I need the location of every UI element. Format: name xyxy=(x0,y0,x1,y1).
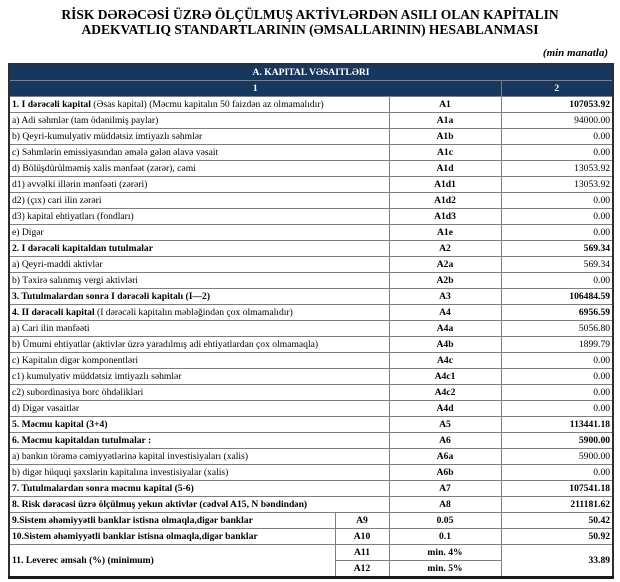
row-label-bold: 1. I dərəcəli kapital xyxy=(12,99,91,110)
row-code: A2b xyxy=(389,273,501,289)
table-row xyxy=(9,433,613,449)
row-label xyxy=(9,177,389,193)
row-label-bold: 3. Tutulmalardan sonra I dərəcəli kapitalı (I—2) xyxy=(12,291,211,302)
table-row xyxy=(9,481,613,497)
table-row xyxy=(9,353,613,369)
row-label-text: c2) subordinasiya borc öhdəlikləri xyxy=(12,387,144,398)
capital-table xyxy=(8,63,614,579)
row-code: A4b xyxy=(389,337,501,353)
row-code: A1d xyxy=(389,161,501,177)
row-value: 0.00 xyxy=(501,385,613,401)
row-value: 1899.79 xyxy=(501,337,613,353)
row-label-text: c) Səhmlərin emissiyasından əmələ gələn əlavə vəsait xyxy=(12,147,219,158)
row-value: 0.00 xyxy=(501,401,613,417)
row-label xyxy=(9,97,389,113)
row-label xyxy=(9,369,389,385)
page-title-line1: RİSK DƏRƏCƏSİ ÜZRƏ ÖLÇÜLMUŞ AKTİVLƏRDƏN ASILI OLAN KAPİTALIN xyxy=(61,7,559,22)
page-title xyxy=(10,7,610,37)
row-code: A4 xyxy=(389,305,501,321)
row-label xyxy=(9,465,389,481)
row-code: A1d1 xyxy=(389,177,501,193)
row-value: 0.00 xyxy=(501,465,613,481)
row-code: A12 xyxy=(335,561,389,578)
row-code: A11 xyxy=(335,545,389,561)
row-label-text: a) Qeyri-maddi aktivlər xyxy=(12,259,103,270)
row-label-text: d3) kapital ehtiyatları (fondları) xyxy=(12,211,134,222)
row-ratio: min. 4% xyxy=(389,545,501,561)
row-value: 13053.92 xyxy=(501,177,613,193)
row-label xyxy=(9,321,389,337)
row-code: A1d2 xyxy=(389,193,501,209)
row-label xyxy=(9,417,389,433)
row-label xyxy=(9,401,389,417)
row-value: 0.00 xyxy=(501,273,613,289)
row-label: 11. Leverec əmsalı (%) (minimum) xyxy=(9,545,335,578)
table-row xyxy=(9,465,613,481)
row-ratio: min. 5% xyxy=(389,561,501,578)
table-row xyxy=(9,177,613,193)
row-label-bold: 7. Tutulmalardan sonra məcmu kapital (5-6) xyxy=(12,483,194,494)
leverage-row xyxy=(9,545,613,561)
table-row xyxy=(9,497,613,513)
row-label xyxy=(9,385,389,401)
table-row xyxy=(9,337,613,353)
table-row xyxy=(9,401,613,417)
row-code: A1 xyxy=(389,97,501,113)
table-row xyxy=(9,449,613,465)
row-label-bold: 8. Risk dərəcəsi üzrə ölçülmuş yekun aktivlər (cədvəl A15, N bəndindən) xyxy=(12,499,308,510)
row-label xyxy=(9,145,389,161)
row-code: A10 xyxy=(335,529,389,545)
row-value: 113441.18 xyxy=(501,417,613,433)
row-code: A7 xyxy=(389,481,501,497)
table-row xyxy=(9,257,613,273)
col-header-1: 1 xyxy=(9,81,501,97)
table-row xyxy=(9,113,613,129)
row-code: A5 xyxy=(389,417,501,433)
table-row xyxy=(9,209,613,225)
row-label-bold: 2. I dərəcəli kapitaldan tutulmalar xyxy=(12,243,153,254)
row-code: A2a xyxy=(389,257,501,273)
row-label xyxy=(9,241,389,257)
row-label xyxy=(9,497,389,513)
section-header-row xyxy=(9,64,613,81)
row-label xyxy=(9,305,389,321)
column-header-row xyxy=(9,81,613,97)
row-label xyxy=(9,449,389,465)
table-row xyxy=(9,97,613,113)
table-row xyxy=(9,321,613,337)
row-value: 0.00 xyxy=(501,209,613,225)
row-value: 107053.92 xyxy=(501,97,613,113)
row-code: A4c xyxy=(389,353,501,369)
row-value: 107541.18 xyxy=(501,481,613,497)
row-code: A6a xyxy=(389,449,501,465)
row-label-text: c1) kumulyativ müddətsiz imtiyazlı səhmlər xyxy=(12,371,182,382)
row-code: A4c1 xyxy=(389,369,501,385)
table-row xyxy=(9,225,613,241)
row-value: 33.89 xyxy=(501,545,613,578)
row-code: A1c xyxy=(389,145,501,161)
row-code: A1b xyxy=(389,129,501,145)
row-label-text: b) Qeyri-kumulyativ müddətsiz imtiyazlı səhmlər xyxy=(12,131,203,142)
row-code: A8 xyxy=(389,497,501,513)
row-code: A1a xyxy=(389,113,501,129)
row-value: 50.42 xyxy=(501,513,613,529)
row-label-text: a) bankın törəmə cəmiyyətlərinə kapital investisiyaları (xalis) xyxy=(12,451,249,462)
row-label-text: a) Adi səhmlər (tam ödənilmiş paylar) xyxy=(12,115,159,126)
row-label-text: b) digər hüquqi şəxslərin kapitalına investisiyalar (xalis) xyxy=(12,467,229,478)
row-label: 9.Sistem əhəmiyyətli banklar istisna olmaqla,digər banklar xyxy=(9,513,335,529)
row-value: 0.00 xyxy=(501,145,613,161)
row-value: 569.34 xyxy=(501,257,613,273)
table-row xyxy=(9,129,613,145)
row-label-text: d) Digər vəsaitlər xyxy=(12,403,80,414)
row-value: 0.00 xyxy=(501,225,613,241)
row-code: A4c2 xyxy=(389,385,501,401)
row-code: A6b xyxy=(389,465,501,481)
row-label-text: d1) əvvəlki illərin mənfəəti (zərəri) xyxy=(12,179,148,190)
row-label xyxy=(9,257,389,273)
row-label xyxy=(9,225,389,241)
row-label xyxy=(9,433,389,449)
row-label xyxy=(9,353,389,369)
row-value: 94000.00 xyxy=(501,113,613,129)
row-code: A1d3 xyxy=(389,209,501,225)
row-code: A1e xyxy=(389,225,501,241)
table-row xyxy=(9,305,613,321)
row-ratio: 0.05 xyxy=(389,513,501,529)
row-label: 10.Sistem əhəmiyyətli banklar istisna olmaqla,digər banklar xyxy=(9,529,335,545)
row-value: 106484.59 xyxy=(501,289,613,305)
row-label xyxy=(9,273,389,289)
row-label xyxy=(9,161,389,177)
row-label-text: d2) (çıx) cari ilin zərəri xyxy=(12,195,102,206)
row-value: 0.00 xyxy=(501,129,613,145)
row-label-text: e) Digər xyxy=(12,227,44,238)
row-code: A6 xyxy=(389,433,501,449)
row-label-text: a) Cari ilin mənfəəti xyxy=(12,323,90,334)
row-label-text: d) Bölüşdürülməmiş xalis mənfəət (zərər), cəmi xyxy=(12,163,196,174)
row-value: 0.00 xyxy=(501,193,613,209)
table-row xyxy=(9,369,613,385)
table-row xyxy=(9,145,613,161)
table-row xyxy=(9,289,613,305)
table-row xyxy=(9,273,613,289)
row-label-text: (Əsas kapital) (Məcmu kapitalın 50 faizdən az olmamalıdır) xyxy=(90,99,324,110)
row-label xyxy=(9,481,389,497)
row-value: 569.34 xyxy=(501,241,613,257)
row-label xyxy=(9,129,389,145)
row-label-text: c) Kapitalın digər komponentləri xyxy=(12,355,139,366)
row-value: 6956.59 xyxy=(501,305,613,321)
row-code: A9 xyxy=(335,513,389,529)
section-header-cell: A. KAPITAL VƏSAITLƏRI xyxy=(9,64,613,81)
ratio-table-row xyxy=(9,513,613,529)
row-value: 0.00 xyxy=(501,353,613,369)
row-label-bold: 6. Məcmu kapitaldan tutulmalar : xyxy=(12,435,152,446)
table-row xyxy=(9,417,613,433)
row-label-text: b) Ümumi ehtiyatlar (aktivlər üzrə yaradılmış adi ehtiyatlardan çox olmamaqla) xyxy=(12,339,319,350)
ratio-table-row xyxy=(9,529,613,545)
table-row xyxy=(9,193,613,209)
row-code: A4a xyxy=(389,321,501,337)
row-value: 211181.62 xyxy=(501,497,613,513)
table-row xyxy=(9,161,613,177)
row-value: 5900.00 xyxy=(501,433,613,449)
row-code: A4d xyxy=(389,401,501,417)
row-code: A3 xyxy=(389,289,501,305)
row-code: A2 xyxy=(389,241,501,257)
row-label xyxy=(9,113,389,129)
row-label xyxy=(9,337,389,353)
row-value: 50.92 xyxy=(501,529,613,545)
row-ratio: 0.1 xyxy=(389,529,501,545)
row-value: 5900.00 xyxy=(501,449,613,465)
row-label-bold: 4. II dərəcəli kapital xyxy=(12,307,95,318)
row-label xyxy=(9,193,389,209)
row-label-text: (I dərəcəli kapitalın məbləğindən çox olmamalıdır) xyxy=(94,307,293,318)
col-header-2: 2 xyxy=(501,81,613,97)
report-page xyxy=(0,7,620,582)
row-value: 5056.80 xyxy=(501,321,613,337)
row-label xyxy=(9,289,389,305)
table-row xyxy=(9,385,613,401)
row-value: 13053.92 xyxy=(501,161,613,177)
row-value: 0.00 xyxy=(501,369,613,385)
unit-note: (min manatla) xyxy=(542,47,608,59)
row-label xyxy=(9,209,389,225)
row-label-text: b) Təxirə salınmış vergi aktivləri xyxy=(12,275,138,286)
table-row xyxy=(9,241,613,257)
row-label-bold: 5. Məcmu kapital (3+4) xyxy=(12,419,108,430)
page-title-line2: ADEKVATLIQ STANDARTLARININ (ƏMSALLARININ) HESABLANMASI xyxy=(81,22,539,37)
